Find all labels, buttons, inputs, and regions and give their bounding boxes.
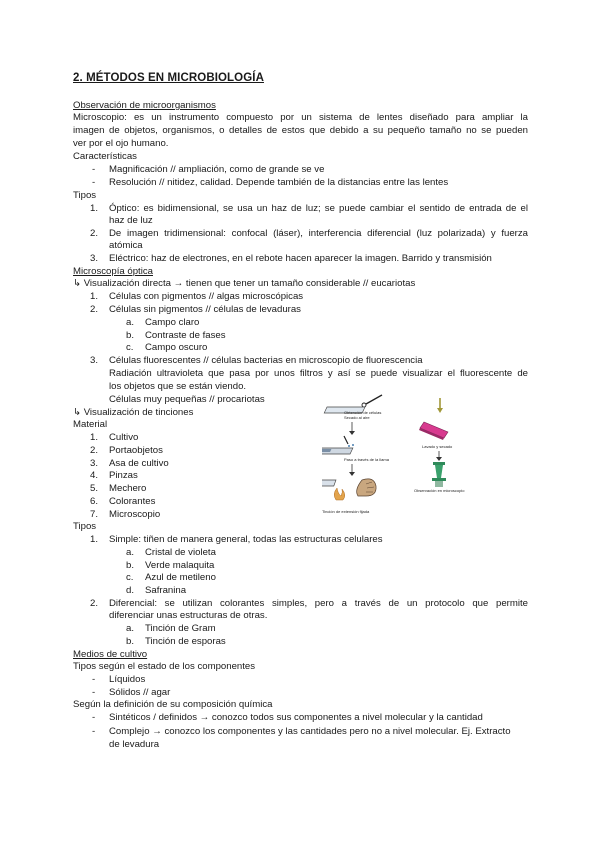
list-number: 2. — [90, 598, 99, 609]
tipo-tridimensional-line-2: atómica — [109, 240, 143, 251]
medio-sintetico: Sintéticos / definidos → conozco todos sus componentes a nivel molecular y la cantidad — [109, 712, 483, 723]
tilted-slide-icon — [419, 422, 448, 440]
caracteristica-item: Resolución // nitidez, calidad. Depende también de la distancias entre las lentes — [109, 177, 449, 188]
list-number: 3. — [90, 253, 99, 264]
dash-bullet: - — [92, 712, 96, 723]
list-number: 6. — [90, 496, 99, 507]
material-item: Pinzas — [109, 470, 138, 481]
microscope-definition-line-2: imagen de objetos, organismos, o detalles de estos que debido a su pequeño tamaño no se pueden — [73, 125, 528, 136]
fluorescencia-line-3: Células muy pequeñas // procariotas — [109, 394, 265, 405]
dash-bullet: - — [92, 726, 96, 737]
arrow-down-icon — [349, 464, 355, 476]
tipo-optico-line-2: haz de luz — [109, 215, 153, 226]
list-number: 2. — [90, 304, 99, 315]
estado-heading: Tipos según el estado de los componentes — [73, 661, 256, 672]
microscope-definition-line-3: ver por el ojo humano. — [73, 138, 169, 149]
list-number: 5. — [90, 483, 99, 494]
caracteristicas-heading: Características — [73, 151, 137, 162]
list-letter: b. — [126, 636, 135, 647]
list-number: 2. — [90, 445, 99, 456]
visualizacion-tinciones: ↳ Visualización de tinciones — [73, 407, 194, 418]
microscope-definition-line-1: Microscopio: es un instrumento compuesto por un sistema de lentes diseñado para ampliar la — [73, 112, 528, 123]
optica-subitem: Campo oscuro — [145, 342, 208, 353]
section-heading-medios: Medios de cultivo — [73, 649, 148, 660]
material-item: Microscopio — [109, 509, 161, 520]
list-letter: b. — [126, 330, 135, 341]
step-label-obtencion: Obtención de células — [344, 410, 382, 415]
section-heading-observacion: Observación de microorganismos — [73, 100, 216, 111]
estado-item: Líquidos — [109, 674, 146, 685]
tincion-diferencial-line-2: diferenciar unas estructuras de otras. — [109, 610, 268, 621]
section-heading-optica: Microscopía óptica — [73, 266, 153, 277]
step-label-lavado: Lavado y secado — [422, 444, 453, 449]
dash-bullet: - — [92, 674, 96, 685]
dropper-icon — [344, 436, 354, 447]
list-letter: d. — [126, 585, 135, 596]
fluorescencia-line-2: los objetos que se están viendo. — [109, 381, 247, 392]
tipo-tridimensional-line-1: De imagen tridimensional: confocal (láser), interferencia diferencial (luz polarizada) y fuerza — [109, 228, 528, 239]
dash-bullet: - — [92, 164, 96, 175]
list-letter: c. — [126, 572, 134, 583]
step-label-llama: Paso a través de la llama — [344, 457, 389, 462]
tincion-diferencial-line-1: Diferencial: se utilizan colorantes simples, pero a través de un protocolo que permite — [109, 598, 528, 609]
composicion-heading: Según la definición de su composición química — [73, 699, 273, 710]
tinciones-tipos-heading: Tipos — [73, 521, 97, 532]
list-number: 1. — [90, 432, 99, 443]
colorante-item: Azul de metileno — [145, 572, 216, 583]
step-label-observacion: Observación en microscopio — [414, 488, 465, 493]
list-number: 4. — [90, 470, 99, 481]
slide-icon — [322, 448, 353, 454]
list-letter: b. — [126, 560, 135, 571]
dash-bullet: - — [92, 687, 96, 698]
visualizacion-directa: ↳ Visualización directa → tienen que tener un tamaño considerable // eucariotas — [73, 278, 416, 289]
arrow-down-icon — [349, 422, 355, 435]
tincion-item: Tinción de esporas — [145, 636, 226, 647]
optica-item: Células fluorescentes // células bacterias en microscopio de fluorescencia — [109, 355, 423, 366]
material-item: Colorantes — [109, 496, 156, 507]
step-label-secado: Secado al aire — [344, 415, 370, 420]
optica-subitem: Campo claro — [145, 317, 200, 328]
staining-procedure-figure — [322, 392, 478, 518]
page-title: 2. MÉTODOS EN MICROBIOLOGÍA — [73, 72, 264, 84]
flame-icon — [334, 488, 345, 500]
microscope-icon — [432, 462, 446, 487]
list-number: 7. — [90, 509, 99, 520]
optica-item: Células sin pigmentos // células de levaduras — [109, 304, 301, 315]
list-number: 3. — [90, 355, 99, 366]
material-item: Mechero — [109, 483, 147, 494]
arrow-down-icon — [436, 451, 442, 461]
caracteristica-item: Magnificación // ampliación, como de grande se ve — [109, 164, 325, 175]
list-letter: a. — [126, 547, 135, 558]
colorante-item: Cristal de violeta — [145, 547, 216, 558]
fluorescencia-line-1: Radiación ultravioleta que pasa por unos filtros y así se puede visualizar el fluorescente de — [109, 368, 528, 379]
material-heading: Material — [73, 419, 108, 430]
colorante-item: Safranina — [145, 585, 187, 596]
estado-item: Sólidos // agar — [109, 687, 171, 698]
dash-bullet: - — [92, 177, 96, 188]
tipos-heading: Tipos — [73, 190, 97, 201]
list-letter: a. — [126, 317, 135, 328]
material-item: Portaobjetos — [109, 445, 163, 456]
tipo-electrico: Eléctrico: haz de electrones, en el rebote hacen aparecer la imagen. Barrido y transmisión — [109, 253, 492, 264]
material-item: Asa de cultivo — [109, 458, 169, 469]
tipo-optico-line-1: Óptico: es bidimensional, se usa un haz de luz; se puede cambiar el sentido de entrada de el — [109, 203, 528, 214]
stain-dropper-icon — [437, 398, 443, 413]
list-number: 3. — [90, 458, 99, 469]
list-number: 1. — [90, 534, 99, 545]
list-letter: a. — [126, 623, 135, 634]
colorante-item: Verde malaquita — [145, 560, 215, 571]
tincion-item: Tinción de Gram — [145, 623, 216, 634]
list-number: 1. — [90, 203, 99, 214]
material-item: Cultivo — [109, 432, 139, 443]
optica-item: Células con pigmentos // algas microscópicas — [109, 291, 304, 302]
step-label-tincion: Tinción de extensión fijada — [322, 509, 370, 514]
medio-complejo-line-2: de levadura — [109, 739, 160, 750]
medio-complejo-line-1: Complejo → conozco los componentes y las cantidades pero no a nivel molecular. Ej. Extracto — [109, 726, 511, 737]
hand-holding-slide-icon — [322, 479, 376, 496]
list-number: 2. — [90, 228, 99, 239]
optica-subitem: Contraste de fases — [145, 330, 226, 341]
list-letter: c. — [126, 342, 134, 353]
list-number: 1. — [90, 291, 99, 302]
tincion-simple: Simple: tiñen de manera general, todas las estructuras celulares — [109, 534, 383, 545]
inoculation-loop-icon — [362, 395, 382, 407]
